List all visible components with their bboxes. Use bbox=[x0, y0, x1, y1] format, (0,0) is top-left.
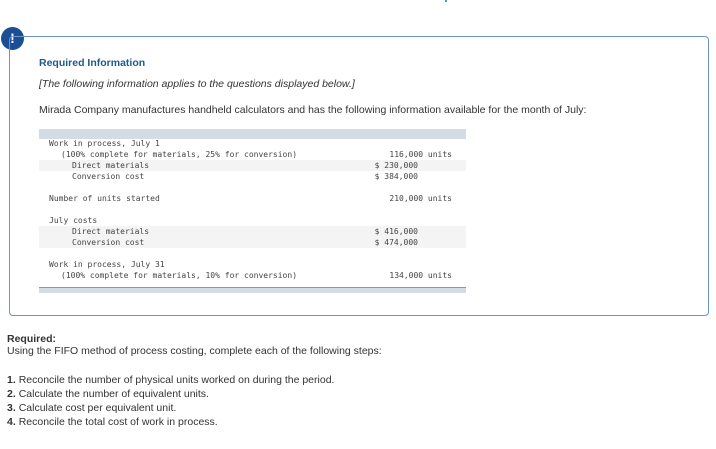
info-heading: Required Information bbox=[39, 57, 146, 69]
list-item bbox=[7, 373, 334, 387]
row-value: 116,000 units bbox=[389, 150, 452, 159]
list-item bbox=[7, 415, 334, 429]
list-item bbox=[7, 387, 334, 401]
row-label: Direct materials bbox=[72, 227, 150, 236]
loading-dot bbox=[445, 0, 447, 2]
step-text: Reconcile the number of physical units worked on during the period. bbox=[18, 374, 335, 386]
row-label: Conversion cost bbox=[72, 238, 145, 247]
row-label: Work in process, July 1 bbox=[49, 139, 160, 148]
step-number: 4. bbox=[7, 416, 16, 428]
row-label: (100% complete for materials, 25% for conversion) bbox=[61, 150, 298, 159]
step-number: 2. bbox=[7, 388, 16, 400]
row-label: (100% complete for materials, 10% for conversion) bbox=[61, 271, 298, 280]
row-value: 134,000 units bbox=[389, 271, 452, 280]
row-value: $ 416,000 bbox=[374, 227, 418, 236]
table-row bbox=[39, 215, 466, 226]
step-text: Calculate the number of equivalent units. bbox=[18, 388, 209, 400]
table-row bbox=[39, 270, 466, 281]
step-number: 3. bbox=[7, 402, 16, 414]
row-value: $ 384,000 bbox=[374, 172, 418, 181]
row-label: July costs bbox=[49, 216, 98, 225]
step-text: Reconcile the total cost of work in process. bbox=[18, 416, 218, 428]
step-text: Calculate cost per equivalent unit. bbox=[18, 402, 177, 414]
required-information-panel bbox=[9, 36, 709, 316]
table-row bbox=[39, 160, 466, 171]
table-row bbox=[39, 138, 466, 149]
row-label: Number of units started bbox=[49, 194, 160, 203]
row-value: $ 474,000 bbox=[374, 238, 418, 247]
table-row bbox=[39, 237, 466, 248]
steps-list bbox=[7, 373, 334, 429]
required-title: Required: bbox=[7, 333, 57, 345]
table-row bbox=[39, 193, 466, 204]
info-intro: Mirada Company manufactures handheld calculators and has the following information available for the month of July: bbox=[39, 104, 587, 116]
required-section bbox=[7, 333, 382, 357]
row-value: $ 230,000 bbox=[374, 161, 418, 170]
table-row bbox=[39, 149, 466, 160]
info-note: [The following information applies to the questions displayed below.] bbox=[39, 78, 355, 90]
row-value: 210,000 units bbox=[389, 194, 452, 203]
production-data-table bbox=[39, 129, 466, 294]
table-footer-bar bbox=[39, 287, 466, 293]
table-row bbox=[39, 259, 466, 270]
row-label: Work in process, July 31 bbox=[49, 260, 165, 269]
step-number: 1. bbox=[7, 374, 16, 386]
list-item bbox=[7, 401, 334, 415]
required-text: Using the FIFO method of process costing, complete each of the following steps: bbox=[7, 345, 382, 357]
table-row bbox=[39, 226, 466, 237]
row-label: Direct materials bbox=[72, 161, 150, 170]
table-row bbox=[39, 171, 466, 182]
row-label: Conversion cost bbox=[72, 172, 145, 181]
alert-icon: ! bbox=[1, 27, 24, 50]
